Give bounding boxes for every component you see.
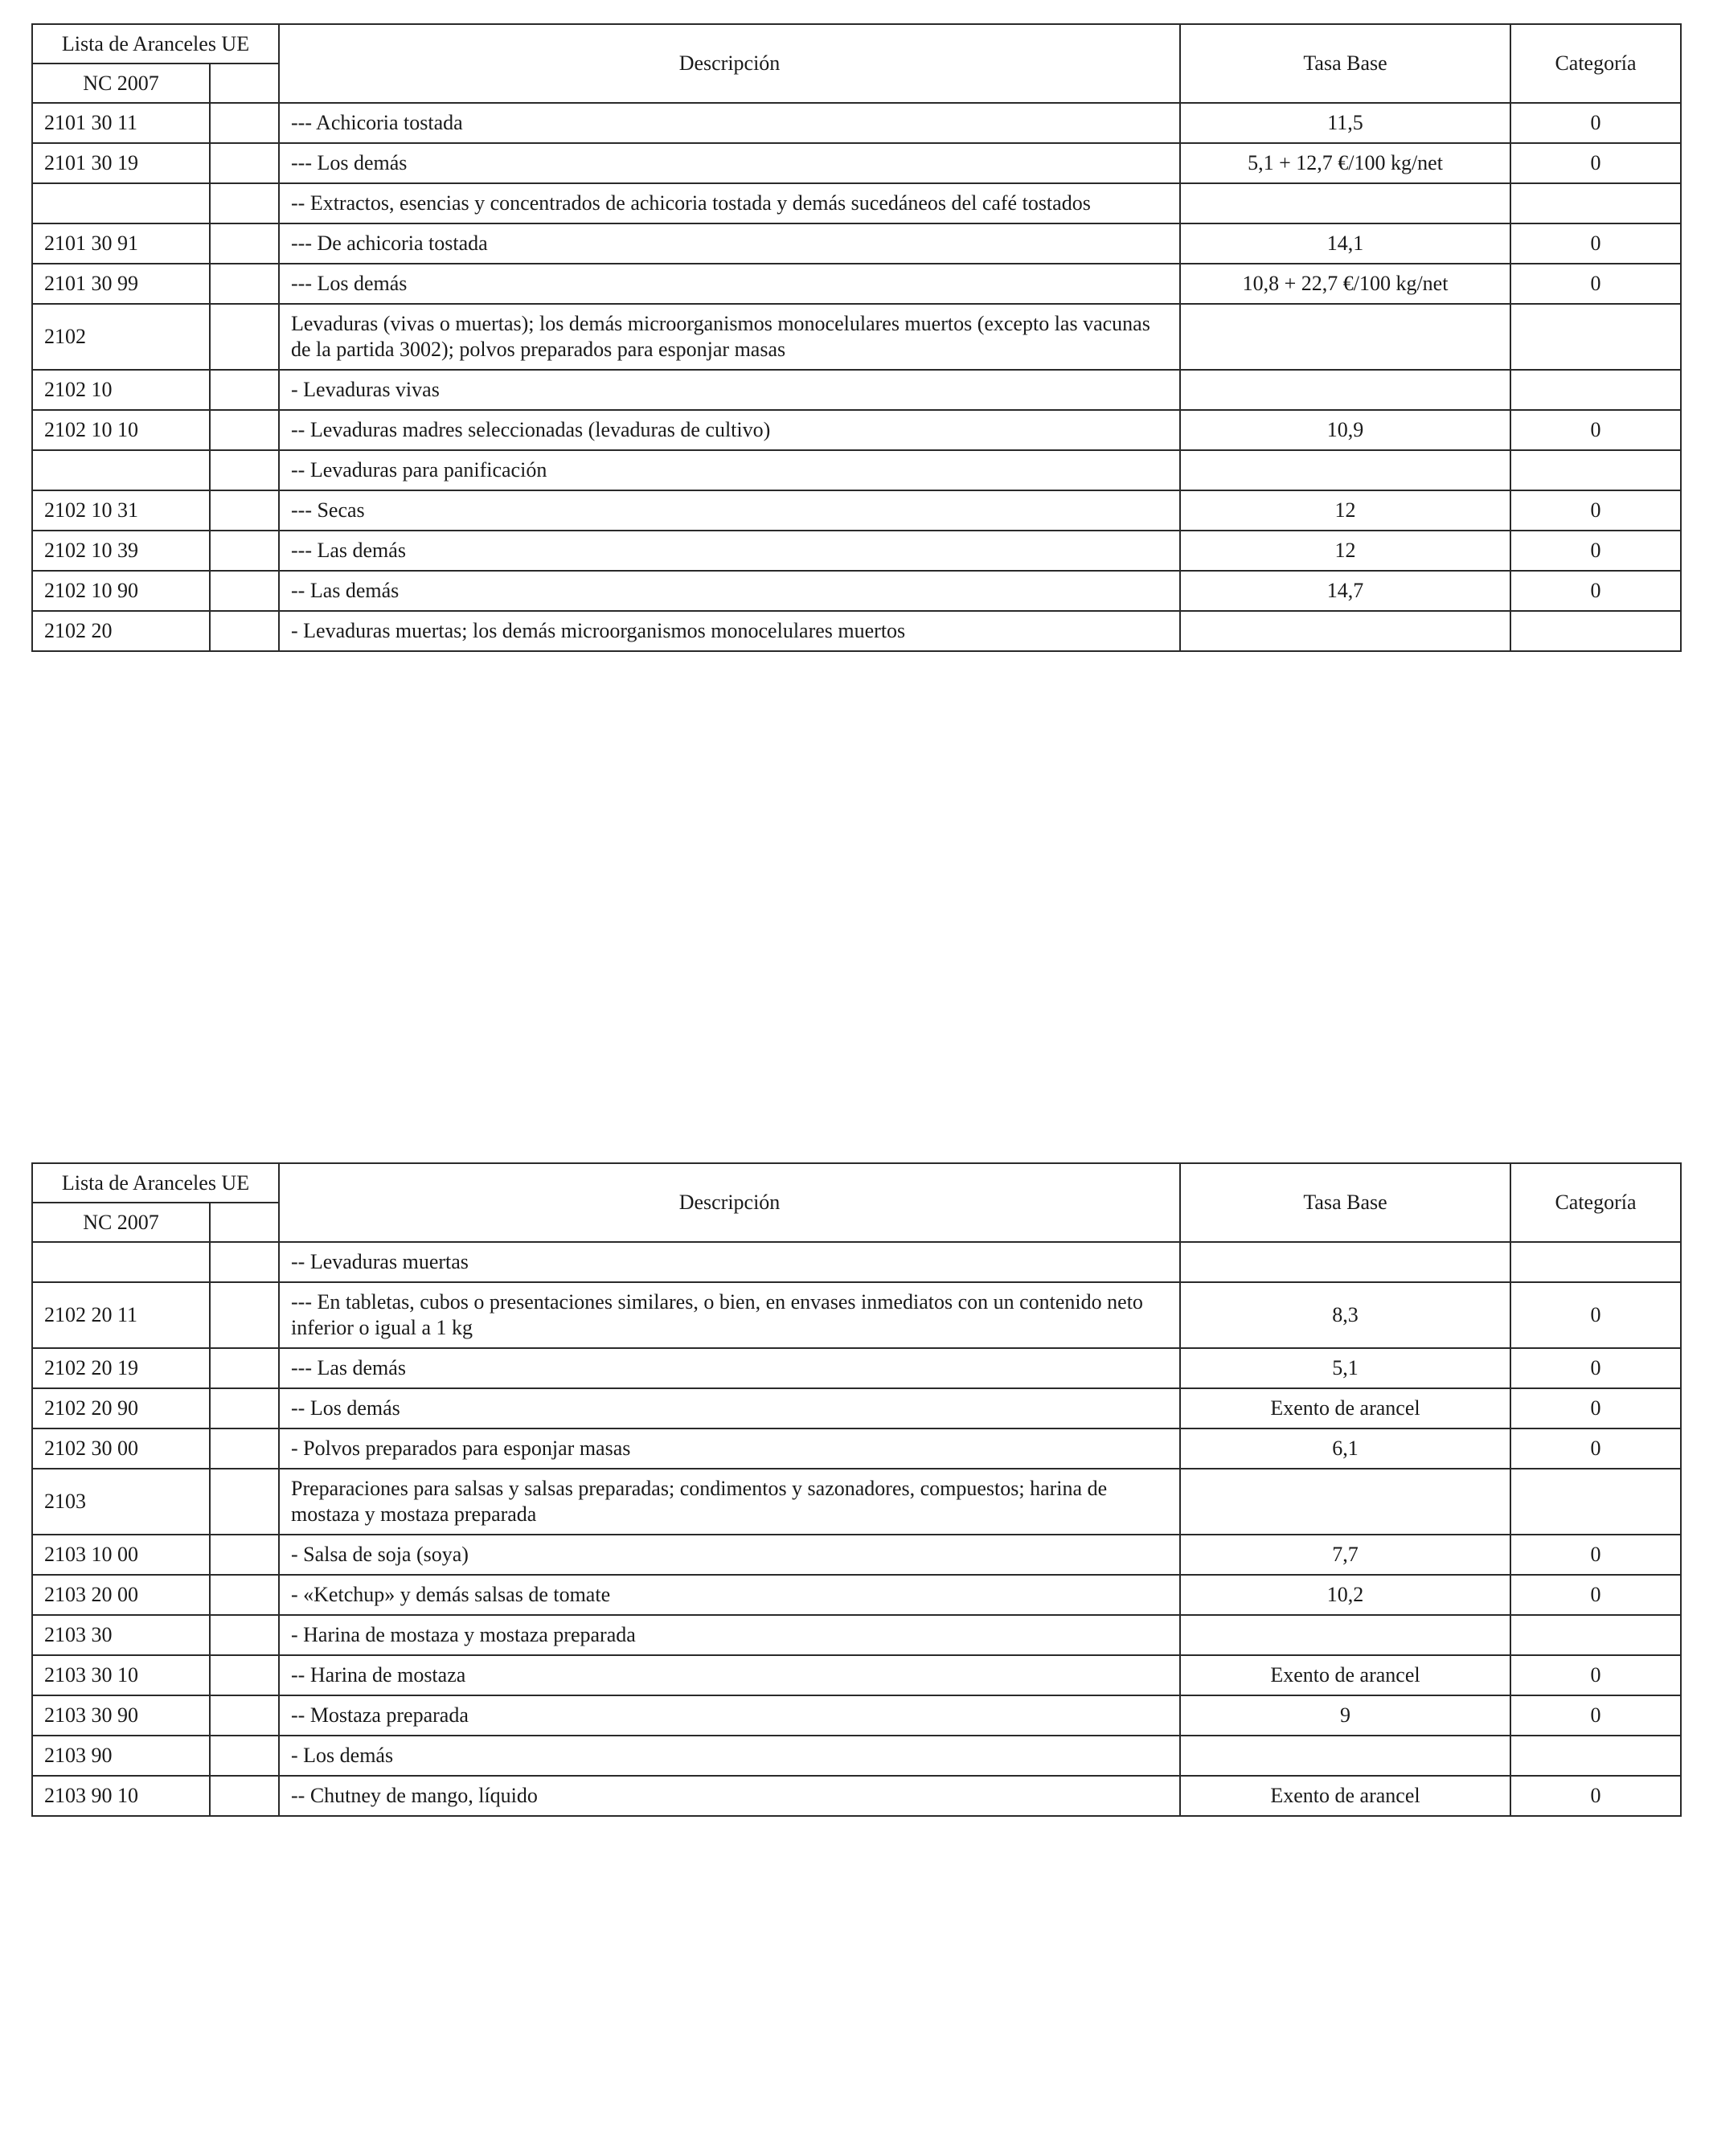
header-descripcion: Descripción [279, 1163, 1180, 1242]
cell-categoria [1510, 611, 1681, 651]
table-row [32, 1575, 1681, 1615]
table-row [32, 304, 1681, 370]
cell-empty [210, 370, 279, 410]
table-row [32, 450, 1681, 490]
header-categoria: Categoría [1510, 1163, 1681, 1242]
cell-empty [210, 1776, 279, 1816]
table-row [32, 264, 1681, 304]
cell-descripcion: - Los demás [279, 1736, 1180, 1776]
cell-tasa-base: 5,1 [1180, 1348, 1510, 1388]
header-tasa-base: Tasa Base [1180, 1163, 1510, 1242]
cell-categoria [1510, 1469, 1681, 1535]
cell-empty [210, 1535, 279, 1575]
cell-categoria [1510, 1736, 1681, 1776]
cell-tasa-base [1180, 611, 1510, 651]
cell-tasa-base [1180, 370, 1510, 410]
cell-tasa-base: 10,2 [1180, 1575, 1510, 1615]
table-row [32, 1695, 1681, 1736]
cell-descripcion: - Salsa de soja (soya) [279, 1535, 1180, 1575]
cell-categoria: 0 [1510, 103, 1681, 143]
cell-descripcion: -- Mostaza preparada [279, 1695, 1180, 1736]
cell-nc-code: 2102 10 90 [32, 571, 210, 611]
tariff-table-2 [31, 1162, 1682, 1817]
cell-descripcion: - Levaduras vivas [279, 370, 1180, 410]
cell-descripcion: --- Achicoria tostada [279, 103, 1180, 143]
cell-tasa-base: 9 [1180, 1695, 1510, 1736]
table-body [32, 1242, 1681, 1816]
cell-descripcion: -- Extractos, esencias y concentrados de achicoria tostada y demás sucedáneos del café tostados [279, 183, 1180, 223]
cell-empty [210, 450, 279, 490]
cell-empty [210, 264, 279, 304]
header-descripcion: Descripción [279, 24, 1180, 103]
tariff-table-1 [31, 23, 1682, 652]
cell-categoria: 0 [1510, 143, 1681, 183]
cell-nc-code: 2101 30 11 [32, 103, 210, 143]
cell-nc-code: 2102 10 39 [32, 531, 210, 571]
table-row [32, 490, 1681, 531]
cell-categoria: 0 [1510, 1388, 1681, 1428]
cell-empty [210, 1615, 279, 1655]
cell-descripcion: --- De achicoria tostada [279, 223, 1180, 264]
cell-tasa-base: 10,8 + 22,7 €/100 kg/net [1180, 264, 1510, 304]
cell-nc-code [32, 1242, 210, 1282]
header-nc-2007: NC 2007 [32, 64, 210, 103]
cell-descripcion: Levaduras (vivas o muertas); los demás microorganismos monocelulares muertos (excepto las vacunas de la partida 3002); polvos preparados para esponjar masas [279, 304, 1180, 370]
cell-empty [210, 410, 279, 450]
cell-categoria: 0 [1510, 490, 1681, 531]
cell-descripcion: --- En tabletas, cubos o presentaciones similares, o bien, en envases inmediatos con un contenido neto inferior o igual a 1 kg [279, 1282, 1180, 1348]
table-row [32, 1348, 1681, 1388]
cell-categoria: 0 [1510, 1428, 1681, 1469]
cell-tasa-base: 5,1 + 12,7 €/100 kg/net [1180, 143, 1510, 183]
cell-empty [210, 1469, 279, 1535]
cell-tasa-base [1180, 1242, 1510, 1282]
cell-descripcion: -- Las demás [279, 571, 1180, 611]
cell-categoria [1510, 183, 1681, 223]
cell-nc-code: 2102 10 [32, 370, 210, 410]
cell-nc-code: 2102 20 11 [32, 1282, 210, 1348]
table-row [32, 103, 1681, 143]
cell-tasa-base [1180, 1469, 1510, 1535]
header-nc-2007: NC 2007 [32, 1203, 210, 1242]
cell-nc-code: 2102 10 10 [32, 410, 210, 450]
cell-empty [210, 1282, 279, 1348]
cell-descripcion: -- Levaduras madres seleccionadas (levaduras de cultivo) [279, 410, 1180, 450]
cell-descripcion: -- Levaduras para panificación [279, 450, 1180, 490]
cell-empty [210, 571, 279, 611]
cell-categoria: 0 [1510, 264, 1681, 304]
table-row [32, 1535, 1681, 1575]
cell-categoria [1510, 1242, 1681, 1282]
cell-tasa-base: 11,5 [1180, 103, 1510, 143]
cell-empty [210, 531, 279, 571]
table-row [32, 410, 1681, 450]
cell-nc-code: 2103 30 [32, 1615, 210, 1655]
table-row [32, 1469, 1681, 1535]
cell-empty [210, 1575, 279, 1615]
table-row [32, 1736, 1681, 1776]
header-tasa-base: Tasa Base [1180, 24, 1510, 103]
cell-categoria: 0 [1510, 1655, 1681, 1695]
cell-categoria: 0 [1510, 571, 1681, 611]
cell-descripcion: - «Ketchup» y demás salsas de tomate [279, 1575, 1180, 1615]
cell-empty [210, 1655, 279, 1695]
cell-nc-code: 2101 30 19 [32, 143, 210, 183]
cell-nc-code: 2103 20 00 [32, 1575, 210, 1615]
cell-tasa-base: 12 [1180, 531, 1510, 571]
cell-tasa-base: 6,1 [1180, 1428, 1510, 1469]
cell-empty [210, 1388, 279, 1428]
header-empty-cell [210, 64, 279, 103]
table-row [32, 143, 1681, 183]
cell-tasa-base: 14,7 [1180, 571, 1510, 611]
cell-descripcion: -- Chutney de mango, líquido [279, 1776, 1180, 1816]
cell-categoria: 0 [1510, 1282, 1681, 1348]
cell-empty [210, 611, 279, 651]
cell-nc-code: 2103 [32, 1469, 210, 1535]
cell-tasa-base: Exento de arancel [1180, 1388, 1510, 1428]
cell-nc-code: 2102 [32, 304, 210, 370]
table-row [32, 1776, 1681, 1816]
cell-empty [210, 1242, 279, 1282]
cell-empty [210, 143, 279, 183]
table-row [32, 183, 1681, 223]
table-row [32, 571, 1681, 611]
cell-descripcion: -- Levaduras muertas [279, 1242, 1180, 1282]
cell-descripcion: --- Los demás [279, 143, 1180, 183]
cell-descripcion: --- Las demás [279, 1348, 1180, 1388]
cell-tasa-base: Exento de arancel [1180, 1655, 1510, 1695]
cell-categoria: 0 [1510, 1776, 1681, 1816]
cell-categoria: 0 [1510, 531, 1681, 571]
cell-nc-code: 2102 20 19 [32, 1348, 210, 1388]
cell-empty [210, 490, 279, 531]
cell-descripcion: Preparaciones para salsas y salsas preparadas; condimentos y sazonadores, compuestos; harina de mostaza y mostaza preparada [279, 1469, 1180, 1535]
cell-tasa-base: 12 [1180, 490, 1510, 531]
cell-categoria [1510, 370, 1681, 410]
cell-tasa-base [1180, 183, 1510, 223]
table-row [32, 1388, 1681, 1428]
table-row [32, 223, 1681, 264]
header-lista-aranceles: Lista de Aranceles UE [32, 24, 279, 64]
cell-descripcion: --- Las demás [279, 531, 1180, 571]
cell-descripcion: --- Los demás [279, 264, 1180, 304]
cell-empty [210, 223, 279, 264]
cell-nc-code: 2101 30 99 [32, 264, 210, 304]
table-row [32, 611, 1681, 651]
cell-nc-code: 2102 10 31 [32, 490, 210, 531]
cell-categoria: 0 [1510, 1695, 1681, 1736]
header-categoria: Categoría [1510, 24, 1681, 103]
cell-nc-code: 2101 30 91 [32, 223, 210, 264]
cell-tasa-base [1180, 1736, 1510, 1776]
cell-empty [210, 183, 279, 223]
cell-descripcion: - Levaduras muertas; los demás microorganismos monocelulares muertos [279, 611, 1180, 651]
cell-tasa-base: Exento de arancel [1180, 1776, 1510, 1816]
cell-nc-code: 2103 30 90 [32, 1695, 210, 1736]
cell-descripcion: -- Harina de mostaza [279, 1655, 1180, 1695]
cell-descripcion: - Harina de mostaza y mostaza preparada [279, 1615, 1180, 1655]
cell-nc-code: 2102 20 [32, 611, 210, 651]
header-lista-aranceles: Lista de Aranceles UE [32, 1163, 279, 1203]
cell-nc-code: 2103 30 10 [32, 1655, 210, 1695]
table-row [32, 1242, 1681, 1282]
cell-nc-code [32, 450, 210, 490]
cell-descripcion: -- Los demás [279, 1388, 1180, 1428]
cell-nc-code: 2103 90 [32, 1736, 210, 1776]
cell-tasa-base: 14,1 [1180, 223, 1510, 264]
cell-empty [210, 304, 279, 370]
cell-tasa-base [1180, 304, 1510, 370]
cell-empty [210, 1736, 279, 1776]
cell-categoria: 0 [1510, 1348, 1681, 1388]
cell-categoria: 0 [1510, 223, 1681, 264]
cell-empty [210, 1348, 279, 1388]
table-row [32, 1282, 1681, 1348]
cell-categoria: 0 [1510, 1535, 1681, 1575]
cell-tasa-base: 8,3 [1180, 1282, 1510, 1348]
cell-tasa-base [1180, 1615, 1510, 1655]
table-body [32, 103, 1681, 651]
cell-nc-code: 2102 20 90 [32, 1388, 210, 1428]
cell-categoria [1510, 1615, 1681, 1655]
table-row [32, 370, 1681, 410]
cell-descripcion: - Polvos preparados para esponjar masas [279, 1428, 1180, 1469]
cell-tasa-base: 10,9 [1180, 410, 1510, 450]
cell-nc-code [32, 183, 210, 223]
cell-empty [210, 1695, 279, 1736]
cell-categoria: 0 [1510, 410, 1681, 450]
cell-nc-code: 2102 30 00 [32, 1428, 210, 1469]
cell-empty [210, 1428, 279, 1469]
cell-nc-code: 2103 10 00 [32, 1535, 210, 1575]
table-row [32, 1655, 1681, 1695]
cell-descripcion: --- Secas [279, 490, 1180, 531]
cell-nc-code: 2103 90 10 [32, 1776, 210, 1816]
cell-empty [210, 103, 279, 143]
cell-categoria [1510, 450, 1681, 490]
table-row [32, 531, 1681, 571]
cell-tasa-base: 7,7 [1180, 1535, 1510, 1575]
cell-tasa-base [1180, 450, 1510, 490]
table-row [32, 1615, 1681, 1655]
table-row [32, 1428, 1681, 1469]
cell-categoria: 0 [1510, 1575, 1681, 1615]
cell-categoria [1510, 304, 1681, 370]
header-empty-cell [210, 1203, 279, 1242]
